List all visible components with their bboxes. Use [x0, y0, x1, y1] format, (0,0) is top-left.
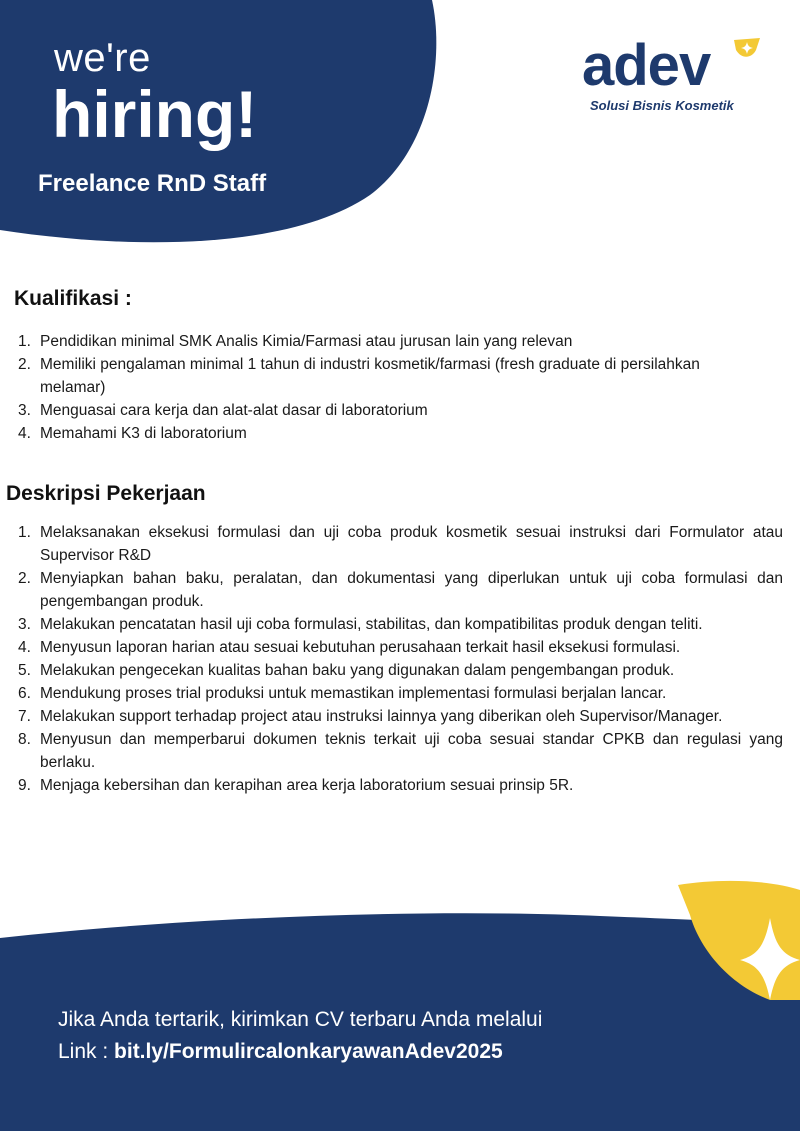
sparkle-icon: [732, 36, 762, 62]
list-item: 1. Pendidikan minimal SMK Analis Kimia/Farmasi atau jurusan lain yang relevan: [18, 333, 573, 350]
qualifications-list: [18, 330, 718, 445]
logo-tagline: Solusi Bisnis Kosmetik: [590, 98, 734, 113]
list-item: 7. Melakukan support terhadap project atau instruksi lainnya yang diberikan oleh Supervisor/Manager.: [18, 708, 723, 725]
position-title: Freelance RnD Staff: [38, 170, 267, 197]
application-link[interactable]: bit.ly/FormulircalonkaryawanAdev2025: [114, 1040, 503, 1063]
list-item: 5. Melakukan pengecekan kualitas bahan baku yang digunakan dalam pengembangan produk.: [18, 662, 675, 679]
logo-name: adev: [582, 33, 711, 98]
list-item: 8. Menyusun dan memperbarui dokumen teknis terkait uji coba sesuai standar CPKB dan regulasi yang berlaku.: [18, 731, 783, 771]
header-small-text: we're: [54, 36, 151, 80]
job-description-list: [18, 521, 783, 797]
list-item: 3. Melakukan pencatatan hasil uji coba formulasi, stabilitas, dan kompatibilitas produk dengan teliti.: [18, 616, 703, 633]
list-item: 3. Menguasai cara kerja dan alat-alat dasar di laboratorium: [18, 402, 428, 419]
list-item: 6. Mendukung proses trial produksi untuk memastikan implementasi formulasi berjalan lancar.: [18, 685, 667, 702]
qualifications-title: Kualifikasi :: [14, 287, 132, 310]
header-big-text: hiring!: [52, 77, 258, 151]
footer-link-prefix: Link :: [58, 1040, 115, 1063]
list-item: 2. Menyiapkan bahan baku, peralatan, dan dokumentasi yang diperlukan untuk uji coba formulasi dan pengembangan produk.: [18, 570, 783, 610]
list-item: 1. Melaksanakan eksekusi formulasi dan uji coba produk kosmetik sesuai instruksi dari Formulator atau Supervisor R&D: [18, 524, 783, 564]
job-description-title: Deskripsi Pekerjaan: [6, 482, 206, 505]
company-logo: [582, 33, 772, 116]
list-item: 4. Memahami K3 di laboratorium: [18, 425, 247, 442]
list-item: 2. Memiliki pengalaman minimal 1 tahun di industri kosmetik/farmasi (fresh graduate di persilahkan melamar): [18, 356, 700, 396]
list-item: 4. Menyusun laporan harian atau sesuai kebutuhan perusahaan terkait hasil eksekusi formulasi.: [18, 639, 681, 656]
list-item: 9. Menjaga kebersihan dan kerapihan area kerja laboratorium sesuai prinsip 5R.: [18, 777, 574, 794]
footer-instruction: Jika Anda tertarik, kirimkan CV terbaru Anda melalui: [58, 1008, 543, 1031]
footer-link-line: [58, 1040, 503, 1064]
